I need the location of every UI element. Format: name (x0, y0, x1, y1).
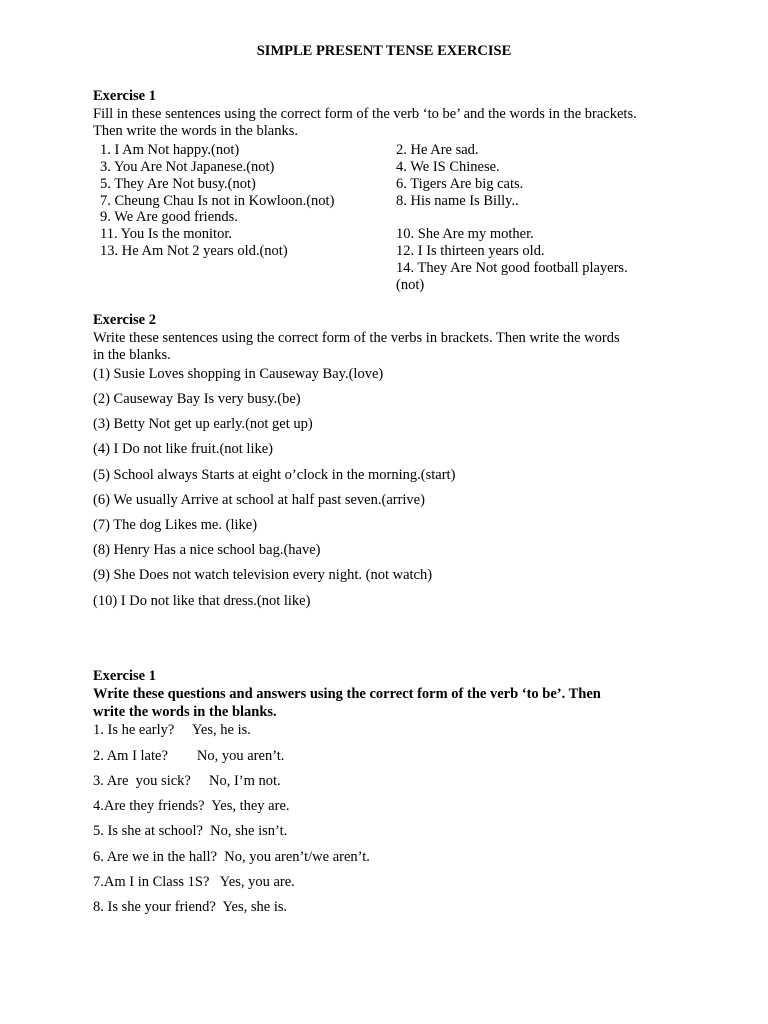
exercise-1-row (100, 159, 680, 176)
exercise-1-row (100, 277, 680, 294)
exercise-1-item: 4. We IS Chinese. (396, 159, 500, 175)
exercise-1-item: 3. You Are Not Japanese.(not) (100, 159, 275, 175)
exercise-3-item: 7.Am I in Class 1S? Yes, you are. (93, 874, 295, 890)
exercise-1-instruction-line-1: Fill in these sentences using the correct form of the verb ‘to be’ and the words in the brackets. (93, 106, 637, 122)
exercise-2-heading: Exercise 2 (93, 312, 156, 328)
exercise-3-instruction-line-2: write the words in the blanks. (93, 704, 277, 720)
exercise-1-row (100, 193, 680, 210)
exercise-2-item: (7) The dog Likes me. (like) (93, 517, 258, 533)
exercise-1-item: 1. I Am Not happy.(not) (100, 142, 240, 158)
exercise-2-instruction-line-2: in the blanks. (93, 347, 171, 363)
exercise-2-item: (3) Betty Not get up early.(not get up) (93, 416, 313, 432)
exercise-1-instruction-line-2: Then write the words in the blanks. (93, 123, 298, 139)
exercise-1-item: 5. They Are Not busy.(not) (100, 176, 256, 192)
exercise-1-row (100, 176, 680, 193)
exercise-1-item: 13. He Am Not 2 years old.(not) (100, 243, 288, 259)
exercise-3-item: 1. Is he early? Yes, he is. (93, 722, 251, 738)
exercise-2-item: (2) Causeway Bay Is very busy.(be) (93, 391, 301, 407)
exercise-2-item: (9) She Does not watch television every night. (not watch) (93, 567, 433, 583)
exercise-1-item: 2. He Are sad. (396, 142, 479, 158)
exercise-3-item: 3. Are you sick? No, I’m not. (93, 773, 281, 789)
exercise-1-item: (not) (396, 277, 425, 293)
exercise-1-item: 10. She Are my mother. (396, 226, 534, 242)
exercise-2-instruction-line-1: Write these sentences using the correct form of the verbs in brackets. Then write the words (93, 330, 620, 346)
exercise-3-item: 6. Are we in the hall? No, you aren’t/we aren’t. (93, 849, 370, 865)
exercise-1-item: 14. They Are Not good football players. (396, 260, 628, 276)
exercise-1-item: 7. Cheung Chau Is not in Kowloon.(not) (100, 193, 335, 209)
exercise-1-row (100, 260, 680, 277)
exercise-1-row (100, 226, 680, 243)
exercise-3-item: 8. Is she your friend? Yes, she is. (93, 899, 288, 915)
exercise-1-item: 9. We Are good friends. (100, 209, 238, 225)
exercise-2-item: (8) Henry Has a nice school bag.(have) (93, 542, 321, 558)
exercise-1-row (100, 243, 680, 260)
exercise-3-heading: Exercise 1 (93, 668, 156, 684)
exercise-2-item: (5) School always Starts at eight o’clock in the morning.(start) (93, 467, 456, 483)
exercise-3-item: 4.Are they friends? Yes, they are. (93, 798, 290, 814)
exercise-1-item: 6. Tigers Are big cats. (396, 176, 524, 192)
exercise-1-row (100, 209, 680, 226)
exercise-1-item: 11. You Is the monitor. (100, 226, 232, 242)
exercise-3-instruction-line-1: Write these questions and answers using the correct form of the verb ‘to be’. Then (93, 686, 601, 702)
exercise-1-item: 8. His name Is Billy.. (396, 193, 519, 209)
page-title: SIMPLE PRESENT TENSE EXERCISE (256, 43, 512, 59)
exercise-2-item: (10) I Do not like that dress.(not like) (93, 593, 311, 609)
exercise-1-heading: Exercise 1 (93, 88, 156, 104)
exercise-2-item: (4) I Do not like fruit.(not like) (93, 441, 273, 457)
exercise-2-item: (6) We usually Arrive at school at half past seven.(arrive) (93, 492, 425, 508)
exercise-2-item: (1) Susie Loves shopping in Causeway Bay.(love) (93, 366, 384, 382)
exercise-1-row (100, 142, 680, 159)
exercise-3-item: 2. Am I late? No, you aren’t. (93, 748, 285, 764)
exercise-3-item: 5. Is she at school? No, she isn’t. (93, 823, 288, 839)
exercise-1-item: 12. I Is thirteen years old. (396, 243, 545, 259)
